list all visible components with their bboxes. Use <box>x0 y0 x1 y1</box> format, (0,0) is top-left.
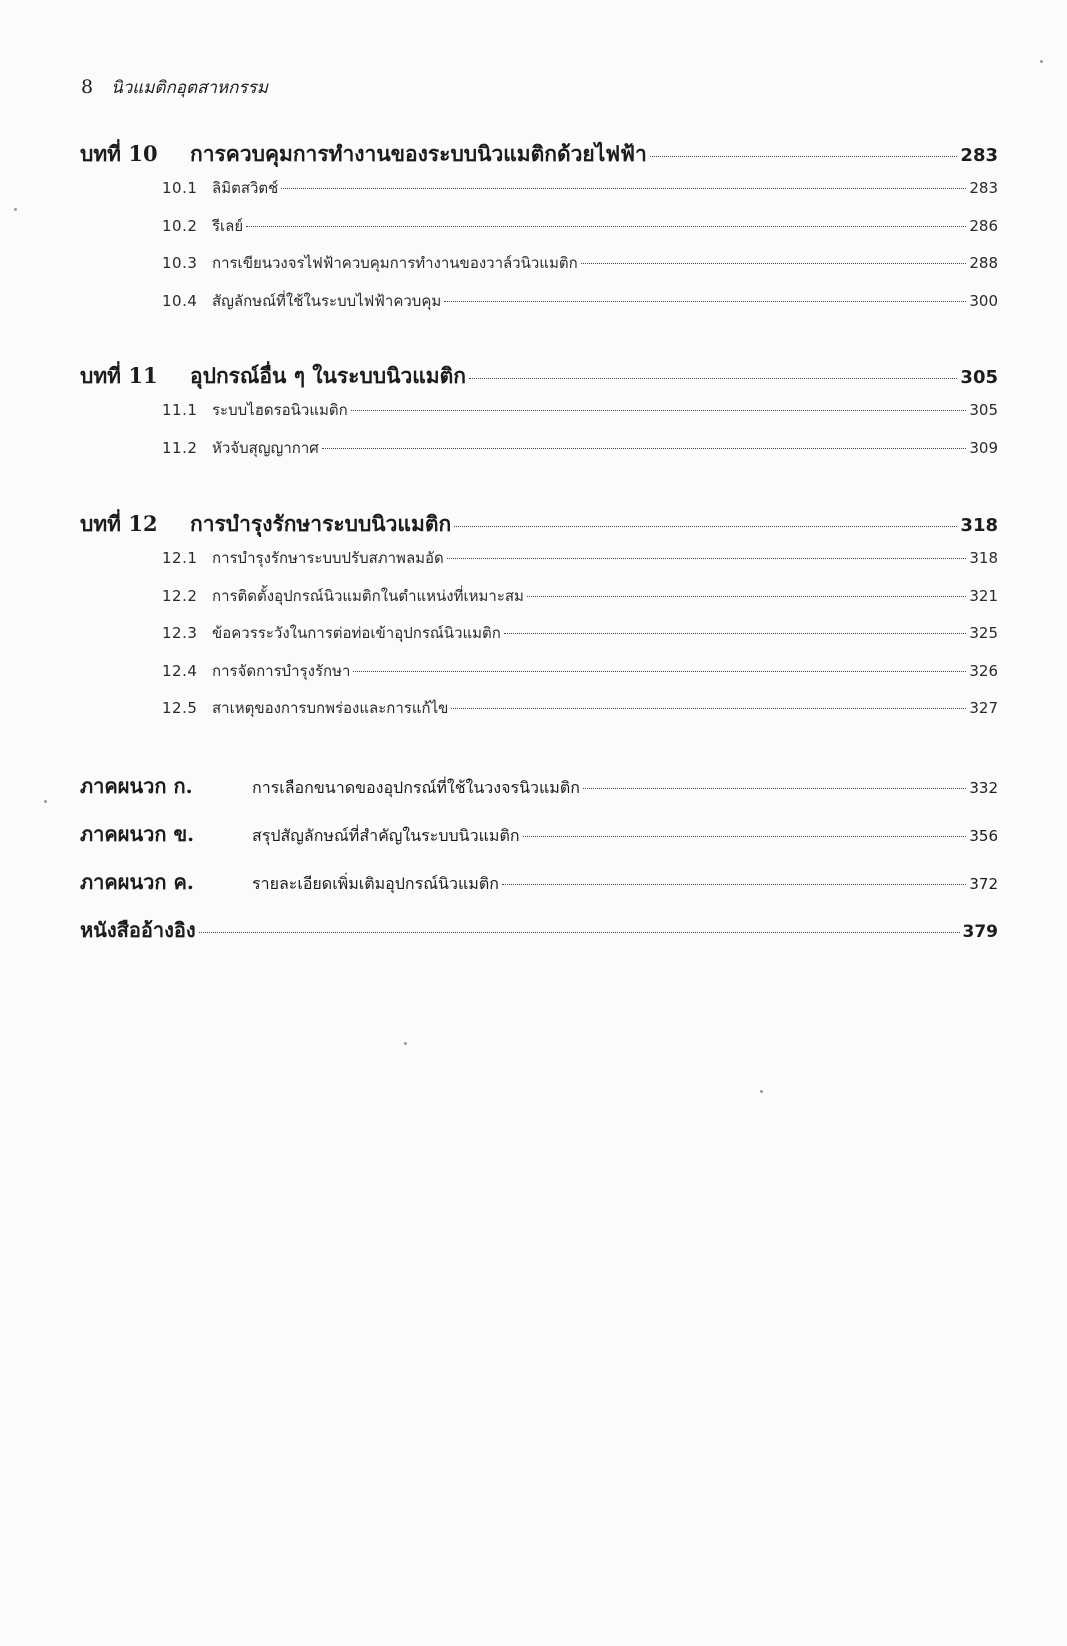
leader-dots <box>322 448 967 449</box>
section-page: 326 <box>969 661 998 680</box>
section-entry[interactable] <box>80 436 998 474</box>
section-page: 305 <box>969 401 998 419</box>
appendix-title: การเลือกขนาดของอุปกรณ์ที่ใช้ในวงจรนิวแมติก <box>252 777 580 797</box>
appendix-page: 372 <box>969 874 998 893</box>
leader-dots <box>502 884 966 885</box>
leader-dots <box>454 526 957 527</box>
chapter-title: การควบคุมการทำงานของระบบนิวแมติกด้วยไฟฟ้า <box>190 141 647 166</box>
chapter-page: 318 <box>960 515 998 536</box>
section-entry[interactable] <box>80 214 998 252</box>
scan-speck <box>404 1042 407 1045</box>
leader-dots <box>281 188 966 189</box>
section-title: ลิมิตสวิตช์ <box>212 179 279 197</box>
chapter-page: 305 <box>960 367 998 388</box>
section-title: สาเหตุของการบกพร่องและการแก้ไข <box>212 699 449 717</box>
chapter-12 <box>80 508 998 734</box>
spacer <box>80 734 998 770</box>
leader-dots <box>246 226 966 227</box>
section-number: 12.5 <box>162 699 198 717</box>
section-number: 12.2 <box>162 586 198 605</box>
section-number: 11.1 <box>162 401 198 419</box>
spacer <box>80 326 998 360</box>
section-entry[interactable] <box>80 398 998 436</box>
scan-speck <box>44 800 47 803</box>
leader-dots <box>444 301 966 302</box>
section-title: หัวจับสุญญากาศ <box>212 438 319 457</box>
chapter-heading[interactable] <box>80 360 998 398</box>
section-title: สัญลักษณ์ที่ใช้ในระบบไฟฟ้าควบคุม <box>212 291 442 310</box>
section-entry[interactable] <box>80 251 998 289</box>
section-title: รีเลย์ <box>212 216 244 235</box>
appendix-page: 356 <box>969 826 998 845</box>
appendix-entry[interactable] <box>80 818 998 866</box>
section-entry[interactable] <box>80 546 998 584</box>
leader-dots <box>447 558 967 559</box>
leader-dots <box>451 708 966 709</box>
chapter-heading[interactable] <box>80 508 998 546</box>
section-number: 11.2 <box>162 438 198 457</box>
leader-dots <box>523 836 967 837</box>
appendix-label: ภาคผนวก ก. <box>80 773 193 798</box>
section-number: 10.2 <box>162 216 198 235</box>
section-entry[interactable] <box>80 621 998 659</box>
chapter-heading[interactable] <box>80 138 998 176</box>
appendix-page: 332 <box>969 778 998 797</box>
chapter-10 <box>80 138 998 326</box>
section-page: 309 <box>969 438 998 457</box>
table-of-contents <box>80 138 998 954</box>
leader-dots <box>504 633 966 634</box>
section-title: ระบบไฮดรอนิวแมติก <box>212 401 348 419</box>
section-number: 10.3 <box>162 254 198 272</box>
leader-dots <box>353 671 966 672</box>
references-entry[interactable] <box>80 914 998 954</box>
chapter-number: บทที่ 12 <box>80 511 158 536</box>
section-entry[interactable] <box>80 289 998 327</box>
section-page: 318 <box>969 549 998 567</box>
chapter-page: 283 <box>960 145 998 166</box>
section-number: 10.1 <box>162 179 198 197</box>
chapter-title: อุปกรณ์อื่น ๆ ในระบบนิวแมติก <box>190 363 466 388</box>
running-header <box>81 74 268 101</box>
section-title: ข้อควรระวังในการต่อท่อเข้าอุปกรณ์นิวแมติก <box>212 624 501 642</box>
section-title: การเขียนวงจรไฟฟ้าควบคุมการทำงานของวาล์วนิวแมติก <box>212 254 578 272</box>
chapter-number: บทที่ 10 <box>80 141 158 166</box>
leader-dots <box>583 788 966 789</box>
section-title: การติดตั้งอุปกรณ์นิวแมติกในตำแหน่งที่เหมาะสม <box>212 586 524 605</box>
section-page: 300 <box>969 291 998 310</box>
scan-speck <box>1040 60 1043 63</box>
leader-dots <box>469 378 957 379</box>
references-title: หนังสืออ้างอิง <box>80 917 196 942</box>
appendix-title: สรุปสัญลักษณ์ที่สำคัญในระบบนิวแมติก <box>252 825 520 845</box>
section-page: 286 <box>969 216 998 235</box>
section-page: 321 <box>969 586 998 605</box>
section-page: 288 <box>969 254 998 272</box>
section-entry[interactable] <box>80 696 998 734</box>
section-page: 327 <box>969 699 998 717</box>
appendix-label: ภาคผนวก ข. <box>80 821 195 846</box>
scan-speck <box>760 1090 763 1093</box>
section-number: 12.3 <box>162 624 198 642</box>
appendix-label: ภาคผนวก ค. <box>80 869 194 894</box>
section-number: 12.4 <box>162 661 198 680</box>
section-number: 12.1 <box>162 549 198 567</box>
leader-dots <box>527 596 966 597</box>
chapter-11 <box>80 360 998 473</box>
section-entry[interactable] <box>80 584 998 622</box>
section-page: 325 <box>969 624 998 642</box>
references-page: 379 <box>962 921 998 942</box>
appendix-title: รายละเอียดเพิ่มเติมอุปกรณ์นิวแมติก <box>252 873 499 893</box>
leader-dots <box>351 410 967 411</box>
section-entry[interactable] <box>80 176 998 214</box>
spacer <box>80 473 998 508</box>
leader-dots <box>199 932 960 933</box>
leader-dots <box>650 156 958 157</box>
section-number: 10.4 <box>162 291 198 310</box>
appendix-entry[interactable] <box>80 770 998 818</box>
scan-speck <box>14 208 17 211</box>
book-title: นิวแมติกอุตสาหกรรม <box>111 78 268 98</box>
section-title: การบำรุงรักษาระบบปรับสภาพลมอัด <box>212 549 444 567</box>
chapter-title: การบำรุงรักษาระบบนิวแมติก <box>190 511 452 536</box>
appendix-entry[interactable] <box>80 866 998 914</box>
page-number: 8 <box>81 76 94 98</box>
section-entry[interactable] <box>80 659 998 697</box>
chapter-number: บทที่ 11 <box>80 363 158 388</box>
section-page: 283 <box>969 179 998 197</box>
section-title: การจัดการบำรุงรักษา <box>212 661 351 680</box>
leader-dots <box>581 263 967 264</box>
